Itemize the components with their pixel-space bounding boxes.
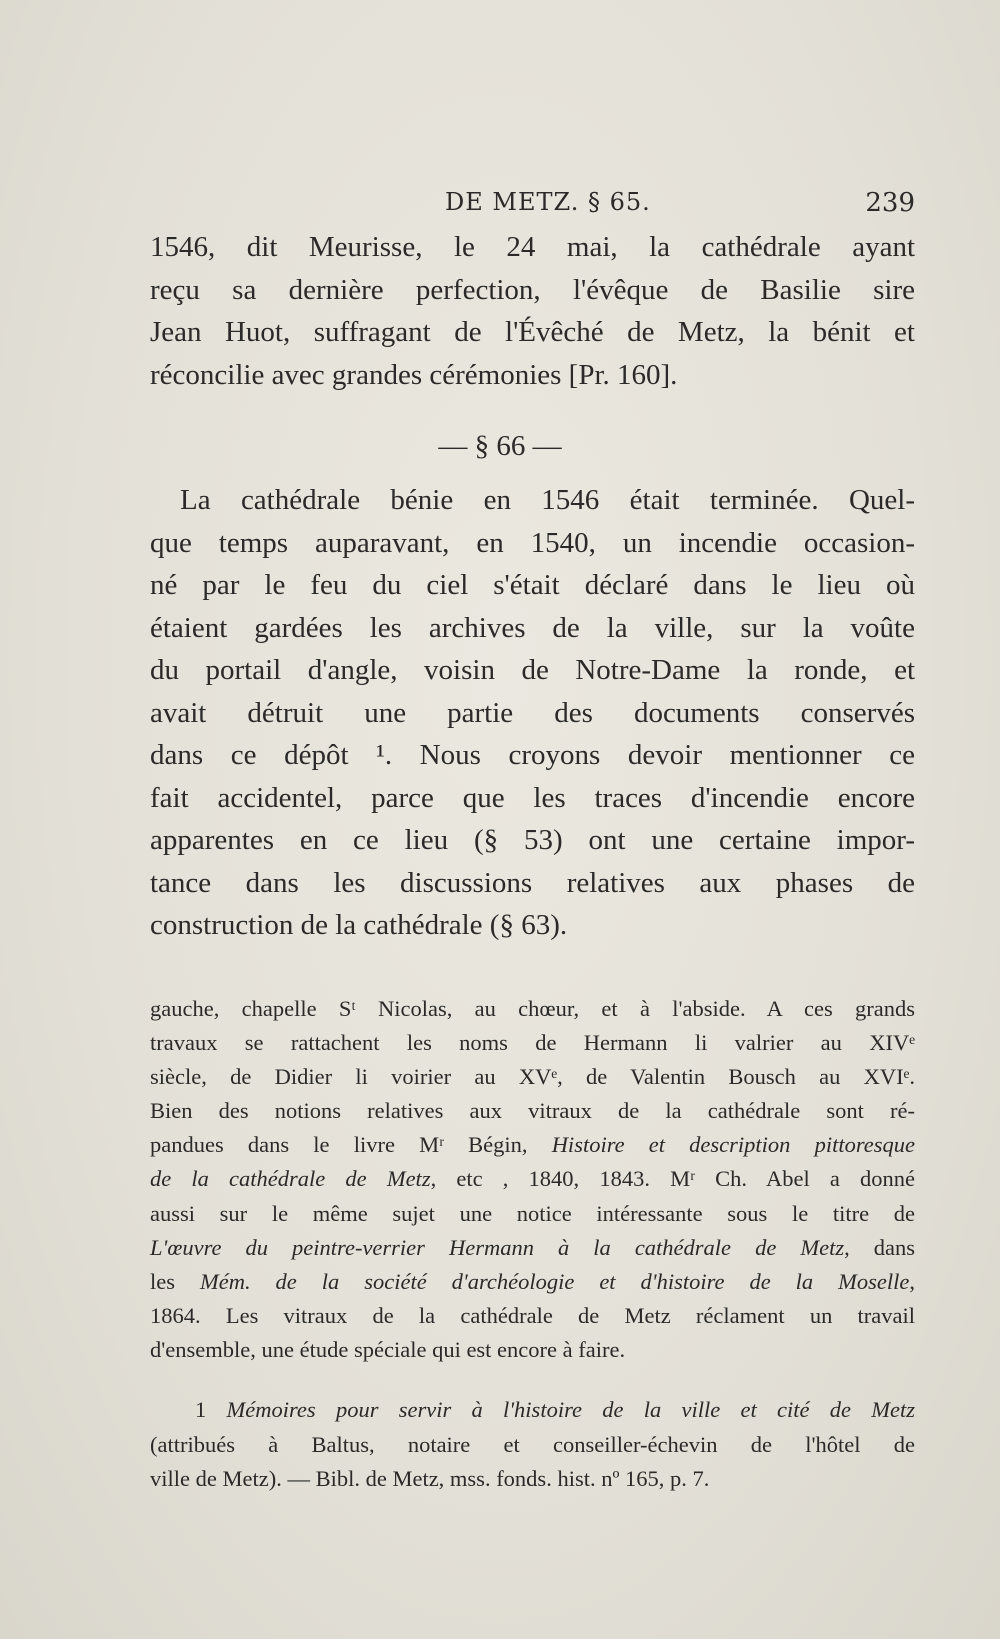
text-line: fait accidentel, parce que les traces d'incendie encore: [150, 781, 915, 814]
running-title: DE METZ. § 65.: [445, 188, 651, 216]
note-line: gauche, chapelle Sᵗ Nicolas, au chœur, et à l'abside. A ces grands: [150, 996, 915, 1021]
note-line: travaux se rattachent les noms de Hermann li valrier au XIVᵉ: [150, 1030, 915, 1056]
footnote-line: [150, 1393, 915, 1428]
text-line: dans ce dépôt ¹. Nous croyons devoir mentionner ce: [150, 739, 915, 771]
note-segment: , dans: [844, 1234, 915, 1260]
text-line: construction de la cathédrale (§ 63).: [150, 909, 568, 941]
text-line: apparentes en ce lieu (§ 53) ont une certaine impor-: [150, 824, 915, 856]
page-header: [150, 188, 915, 224]
footnote-line: (attribués à Baltus, notaire et conseiller-échevin de l'hôtel de: [150, 1431, 915, 1457]
book-title: de la cathédrale de Metz: [150, 1166, 431, 1192]
footnote-marker: 1: [195, 1397, 227, 1422]
text-line: du portail d'angle, voisin de Notre-Dame la ronde, et: [150, 654, 915, 686]
work-title: L'œuvre du peintre-verrier Hermann à la cathédrale de Metz: [150, 1234, 845, 1260]
note-line: aussi sur le même sujet une notice intéressante sous le titre de: [150, 1200, 915, 1226]
text-line: que temps auparavant, en 1540, un incendie occasion-: [150, 526, 915, 559]
note-segment: , etc , 1840, 1843. Mʳ Ch. Abel a donné: [430, 1166, 915, 1192]
note-line: [150, 1162, 915, 1196]
text-line: réconcilie avec grandes cérémonies [Pr. 160].: [150, 358, 678, 391]
journal-title: Mém. de la société d'archéologie et d'histoire de la Moselle: [199, 1268, 910, 1294]
section-heading: — § 66 —: [438, 430, 562, 462]
text-line: reçu sa dernière perfection, l'évêque de Basilie sire: [150, 273, 915, 306]
footnote: [150, 1393, 915, 1497]
note-line: Bien des notions relatives aux vitraux de la cathédrale sont ré-: [150, 1098, 915, 1124]
footnote-line: ville de Metz). — Bibl. de Metz, mss. fonds. hist. nº 165, p. 7.: [150, 1466, 710, 1491]
note-line: [150, 1128, 915, 1162]
text-line: tance dans les discussions relatives aux phases de: [150, 866, 915, 899]
note-segment: les: [150, 1268, 200, 1294]
note-segment: pandues dans le livre Mʳ Bégin,: [150, 1132, 552, 1158]
note-line: [150, 1265, 915, 1299]
text-line: avait détruit une partie des documents conservés: [150, 696, 915, 729]
book-title: Histoire et description pittoresque: [551, 1132, 915, 1158]
note-line: [150, 1231, 915, 1265]
page-number: 239: [865, 188, 915, 218]
text-line: 1546, dit Meurisse, le 24 mai, la cathédrale ayant: [150, 231, 915, 263]
text-line: né par le feu du ciel s'était déclaré dans le lieu où: [150, 569, 915, 601]
note-line: d'ensemble, une étude spéciale qui est encore à faire.: [150, 1336, 626, 1362]
source-title: Mémoires pour servir à l'histoire de la ville et cité de Metz: [226, 1397, 916, 1422]
note-line: siècle, de Didier li voirier au XVᵉ, de Valentin Bousch au XVIᵉ.: [150, 1064, 915, 1090]
text-line: Jean Huot, suffragant de l'Évêché de Metz, la bénit et: [150, 316, 915, 348]
text-line: étaient gardées les archives de la ville, sur la voûte: [150, 611, 915, 644]
paragraph-1: [150, 226, 915, 396]
text-line: La cathédrale bénie en 1546 était terminée. Quel-: [180, 484, 915, 516]
note-line: 1864. Les vitraux de la cathédrale de Metz réclament un travail: [150, 1302, 915, 1328]
paragraph-2: [150, 479, 915, 947]
note-segment: ,: [909, 1268, 915, 1294]
continued-note: [150, 992, 915, 1367]
